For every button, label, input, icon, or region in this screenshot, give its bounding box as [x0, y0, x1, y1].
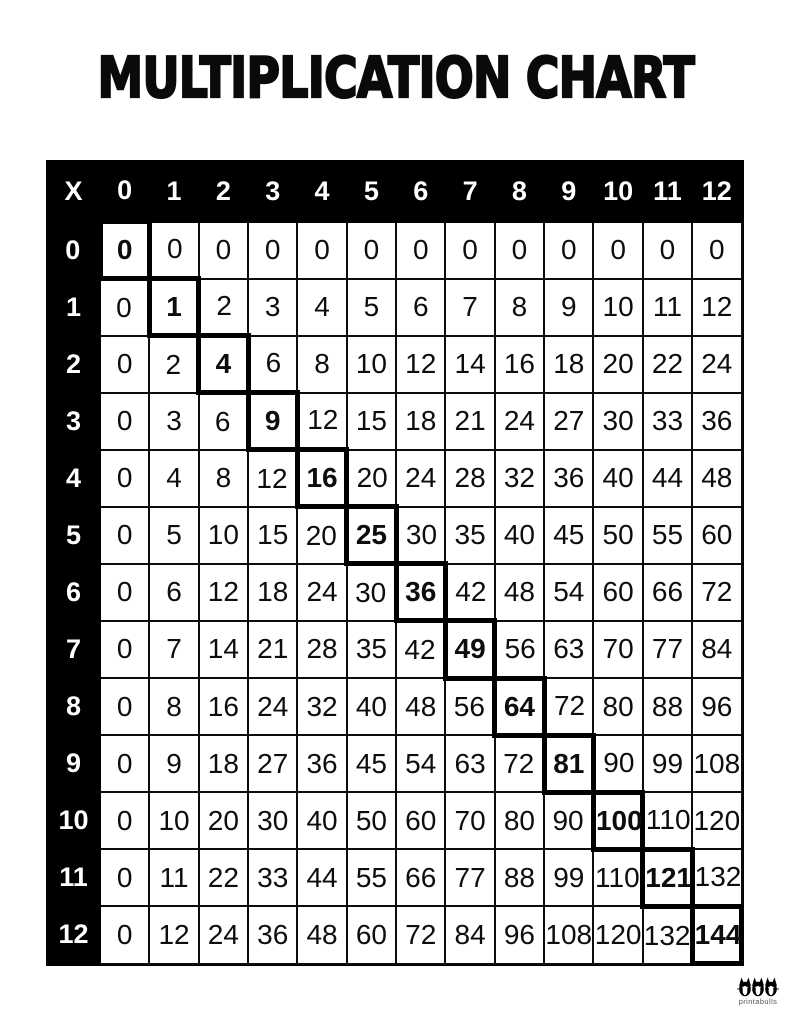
- product-cell: 120: [692, 792, 741, 849]
- diagonal-product-cell: 16: [297, 450, 346, 507]
- product-cell: 0: [100, 564, 149, 621]
- product-cell: 3: [149, 393, 198, 450]
- col-header-cell: 10: [593, 161, 642, 222]
- product-cell: 0: [692, 222, 741, 279]
- product-cell: 12: [149, 906, 198, 963]
- diagonal-product-cell: 0: [100, 222, 149, 279]
- product-cell: 54: [544, 564, 593, 621]
- product-cell: 0: [149, 222, 198, 279]
- product-cell: 42: [445, 564, 494, 621]
- product-cell: 0: [396, 222, 445, 279]
- product-cell: 99: [544, 849, 593, 906]
- table-row: [47, 906, 742, 963]
- corner-cell: X: [47, 161, 100, 222]
- product-cell: 120: [593, 906, 642, 963]
- product-cell: 32: [495, 450, 544, 507]
- product-cell: 48: [297, 906, 346, 963]
- product-cell: 15: [347, 393, 396, 450]
- product-cell: 24: [495, 393, 544, 450]
- product-cell: 8: [199, 450, 248, 507]
- product-cell: 30: [347, 564, 396, 621]
- diagonal-product-cell: 121: [643, 849, 692, 906]
- table-row: [47, 621, 742, 678]
- product-cell: 77: [643, 621, 692, 678]
- col-header-cell: 2: [199, 161, 248, 222]
- logo-text: printabulls: [738, 997, 778, 1006]
- product-cell: 9: [149, 735, 198, 792]
- product-cell: 90: [593, 735, 642, 792]
- product-cell: 72: [544, 678, 593, 735]
- diagonal-product-cell: 144: [692, 906, 741, 963]
- table-row: [47, 336, 742, 393]
- product-cell: 32: [297, 678, 346, 735]
- product-cell: 0: [544, 222, 593, 279]
- diagonal-product-cell: 64: [495, 678, 544, 735]
- product-cell: 2: [199, 279, 248, 336]
- product-cell: 72: [495, 735, 544, 792]
- product-cell: 70: [593, 621, 642, 678]
- row-label-cell: 5: [47, 507, 100, 564]
- col-header-cell: 3: [248, 161, 297, 222]
- product-cell: 0: [495, 222, 544, 279]
- product-cell: 22: [643, 336, 692, 393]
- product-cell: 36: [297, 735, 346, 792]
- product-cell: 66: [396, 849, 445, 906]
- product-cell: 4: [297, 279, 346, 336]
- product-cell: 24: [248, 678, 297, 735]
- product-cell: 27: [248, 735, 297, 792]
- product-cell: 18: [199, 735, 248, 792]
- product-cell: 2: [149, 336, 198, 393]
- product-cell: 50: [593, 507, 642, 564]
- row-label-cell: 1: [47, 279, 100, 336]
- product-cell: 8: [297, 336, 346, 393]
- product-cell: 40: [495, 507, 544, 564]
- row-label-cell: 11: [47, 849, 100, 906]
- product-cell: 6: [149, 564, 198, 621]
- product-cell: 22: [199, 849, 248, 906]
- product-cell: 18: [248, 564, 297, 621]
- product-cell: 50: [347, 792, 396, 849]
- product-cell: 0: [593, 222, 642, 279]
- table-row: [47, 849, 742, 906]
- product-cell: 30: [248, 792, 297, 849]
- col-header-cell: 12: [692, 161, 741, 222]
- product-cell: 7: [445, 279, 494, 336]
- product-cell: 14: [199, 621, 248, 678]
- product-cell: 0: [100, 336, 149, 393]
- product-cell: 44: [643, 450, 692, 507]
- product-cell: 18: [544, 336, 593, 393]
- diagonal-product-cell: 4: [199, 336, 248, 393]
- product-cell: 0: [643, 222, 692, 279]
- table-row: [47, 279, 742, 336]
- product-cell: 45: [544, 507, 593, 564]
- product-cell: 40: [297, 792, 346, 849]
- product-cell: 0: [100, 792, 149, 849]
- product-cell: 0: [199, 222, 248, 279]
- product-cell: 36: [248, 906, 297, 963]
- product-cell: 96: [692, 678, 741, 735]
- product-cell: 35: [445, 507, 494, 564]
- col-header-cell: 5: [347, 161, 396, 222]
- product-cell: 66: [643, 564, 692, 621]
- product-cell: 36: [692, 393, 741, 450]
- product-cell: 21: [445, 393, 494, 450]
- row-label-cell: 10: [47, 792, 100, 849]
- product-cell: 27: [544, 393, 593, 450]
- product-cell: 72: [396, 906, 445, 963]
- product-cell: 60: [396, 792, 445, 849]
- product-cell: 4: [149, 450, 198, 507]
- product-cell: 54: [396, 735, 445, 792]
- product-cell: 8: [495, 279, 544, 336]
- product-cell: 48: [692, 450, 741, 507]
- product-cell: 108: [692, 735, 741, 792]
- product-cell: 55: [643, 507, 692, 564]
- product-cell: 48: [396, 678, 445, 735]
- multiplication-table: [46, 160, 744, 966]
- product-cell: 24: [396, 450, 445, 507]
- product-cell: 16: [495, 336, 544, 393]
- product-cell: 0: [100, 279, 149, 336]
- product-cell: 60: [593, 564, 642, 621]
- product-cell: 28: [445, 450, 494, 507]
- product-cell: 0: [297, 222, 346, 279]
- product-cell: 48: [495, 564, 544, 621]
- table-row: [47, 507, 742, 564]
- product-cell: 80: [495, 792, 544, 849]
- product-cell: 72: [692, 564, 741, 621]
- product-cell: 108: [544, 906, 593, 963]
- product-cell: 10: [149, 792, 198, 849]
- product-cell: 7: [149, 621, 198, 678]
- row-label-cell: 7: [47, 621, 100, 678]
- product-cell: 24: [297, 564, 346, 621]
- product-cell: 11: [149, 849, 198, 906]
- col-header-cell: 1: [149, 161, 198, 222]
- product-cell: 12: [199, 564, 248, 621]
- diagonal-product-cell: 1: [149, 279, 198, 336]
- product-cell: 12: [692, 279, 741, 336]
- col-header-cell: 7: [445, 161, 494, 222]
- product-cell: 99: [643, 735, 692, 792]
- printabulls-logo: [733, 977, 783, 1006]
- product-cell: 20: [347, 450, 396, 507]
- product-cell: 30: [593, 393, 642, 450]
- table-row: [47, 792, 742, 849]
- col-header-cell: 4: [297, 161, 346, 222]
- product-cell: 35: [347, 621, 396, 678]
- product-cell: 0: [100, 678, 149, 735]
- title-area: [0, 48, 791, 110]
- product-cell: 10: [199, 507, 248, 564]
- row-label-cell: 3: [47, 393, 100, 450]
- product-cell: 30: [396, 507, 445, 564]
- diagonal-product-cell: 36: [396, 564, 445, 621]
- product-cell: 15: [248, 507, 297, 564]
- product-cell: 80: [593, 678, 642, 735]
- product-cell: 63: [544, 621, 593, 678]
- col-header-cell: 0: [100, 161, 149, 222]
- product-cell: 42: [396, 621, 445, 678]
- table-row: [47, 222, 742, 279]
- product-cell: 0: [248, 222, 297, 279]
- product-cell: 44: [297, 849, 346, 906]
- product-cell: 0: [100, 393, 149, 450]
- product-cell: 24: [692, 336, 741, 393]
- product-cell: 0: [100, 906, 149, 963]
- product-cell: 0: [347, 222, 396, 279]
- table-row: [47, 735, 742, 792]
- diagonal-product-cell: 81: [544, 735, 593, 792]
- row-label-cell: 4: [47, 450, 100, 507]
- product-cell: 132: [692, 849, 741, 906]
- product-cell: 60: [347, 906, 396, 963]
- product-cell: 6: [396, 279, 445, 336]
- product-cell: 14: [445, 336, 494, 393]
- product-cell: 5: [347, 279, 396, 336]
- product-cell: 40: [593, 450, 642, 507]
- product-cell: 12: [297, 393, 346, 450]
- product-cell: 45: [347, 735, 396, 792]
- product-cell: 0: [100, 735, 149, 792]
- product-cell: 11: [643, 279, 692, 336]
- product-cell: 56: [495, 621, 544, 678]
- table-row: [47, 393, 742, 450]
- product-cell: 20: [199, 792, 248, 849]
- product-cell: 9: [544, 279, 593, 336]
- product-cell: 28: [297, 621, 346, 678]
- product-cell: 8: [149, 678, 198, 735]
- product-cell: 88: [495, 849, 544, 906]
- product-cell: 132: [643, 906, 692, 963]
- product-cell: 84: [692, 621, 741, 678]
- col-header-cell: 6: [396, 161, 445, 222]
- product-cell: 36: [544, 450, 593, 507]
- product-cell: 96: [495, 906, 544, 963]
- product-cell: 0: [100, 507, 149, 564]
- product-cell: 63: [445, 735, 494, 792]
- product-cell: 21: [248, 621, 297, 678]
- row-label-cell: 12: [47, 906, 100, 963]
- product-cell: 70: [445, 792, 494, 849]
- product-cell: 88: [643, 678, 692, 735]
- product-cell: 77: [445, 849, 494, 906]
- col-header-cell: 9: [544, 161, 593, 222]
- product-cell: 90: [544, 792, 593, 849]
- product-cell: 5: [149, 507, 198, 564]
- three-bulldogs-icon: [737, 977, 779, 997]
- product-cell: 12: [248, 450, 297, 507]
- row-label-cell: 6: [47, 564, 100, 621]
- product-cell: 84: [445, 906, 494, 963]
- product-cell: 33: [248, 849, 297, 906]
- product-cell: 0: [445, 222, 494, 279]
- product-cell: 6: [199, 393, 248, 450]
- product-cell: 10: [347, 336, 396, 393]
- row-label-cell: 8: [47, 678, 100, 735]
- product-cell: 20: [593, 336, 642, 393]
- product-cell: 55: [347, 849, 396, 906]
- product-cell: 0: [100, 621, 149, 678]
- diagonal-product-cell: 9: [248, 393, 297, 450]
- product-cell: 18: [396, 393, 445, 450]
- product-cell: 56: [445, 678, 494, 735]
- page-title: MULTIPLICATION CHART: [97, 46, 694, 111]
- product-cell: 16: [199, 678, 248, 735]
- product-cell: 12: [396, 336, 445, 393]
- diagonal-product-cell: 100: [593, 792, 642, 849]
- table-row: [47, 450, 742, 507]
- table-row: [47, 678, 742, 735]
- col-header-cell: 11: [643, 161, 692, 222]
- product-cell: 0: [100, 849, 149, 906]
- diagonal-product-cell: 25: [347, 507, 396, 564]
- product-cell: 110: [593, 849, 642, 906]
- row-label-cell: 2: [47, 336, 100, 393]
- product-cell: 20: [297, 507, 346, 564]
- row-label-cell: 0: [47, 222, 100, 279]
- row-label-cell: 9: [47, 735, 100, 792]
- product-cell: 3: [248, 279, 297, 336]
- product-cell: 60: [692, 507, 741, 564]
- table-header-row: [47, 161, 742, 222]
- product-cell: 110: [643, 792, 692, 849]
- product-cell: 0: [100, 450, 149, 507]
- product-cell: 33: [643, 393, 692, 450]
- table-row: [47, 564, 742, 621]
- product-cell: 40: [347, 678, 396, 735]
- col-header-cell: 8: [495, 161, 544, 222]
- product-cell: 10: [593, 279, 642, 336]
- diagonal-product-cell: 49: [445, 621, 494, 678]
- product-cell: 6: [248, 336, 297, 393]
- product-cell: 24: [199, 906, 248, 963]
